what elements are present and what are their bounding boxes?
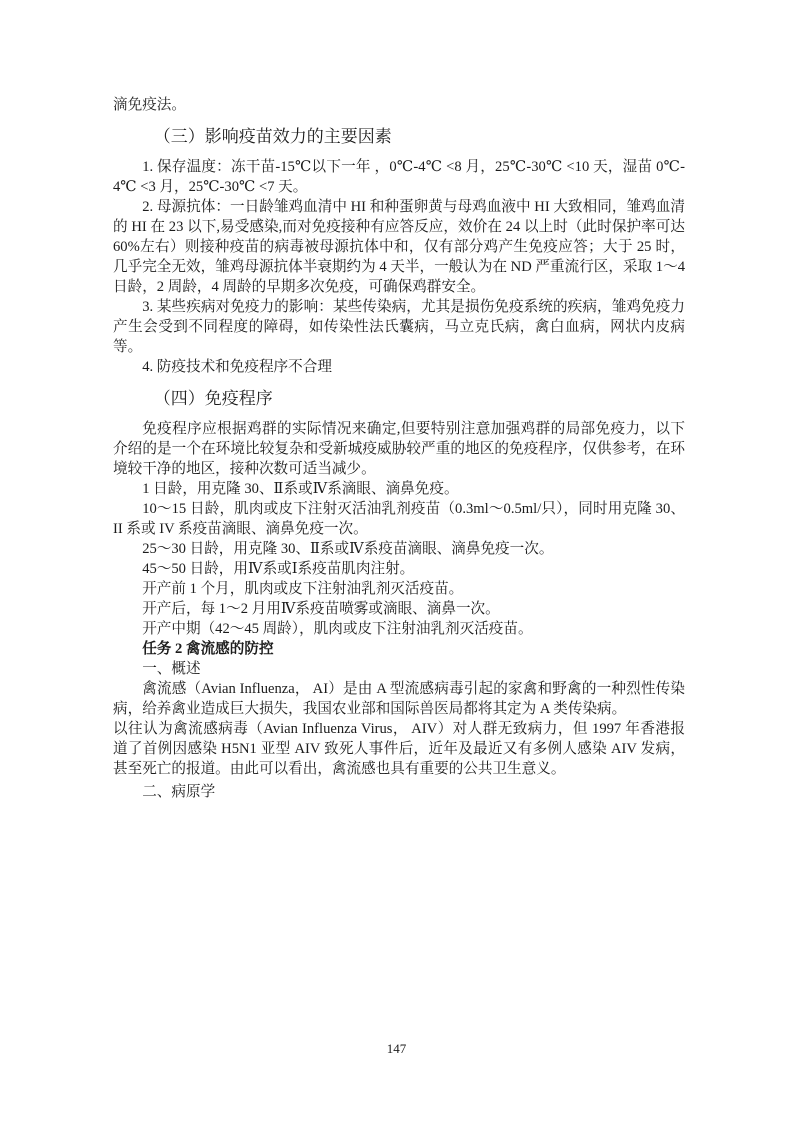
text-column	[113, 95, 685, 802]
schedule-line: 开产中期（42～45 周龄），肌肉或皮下注射油乳剂灭活疫苗。	[142, 621, 533, 637]
section-heading-immunization-program: （四）免疫程序	[153, 389, 273, 408]
section-heading-factors: （三）影响疫苗效力的主要因素	[153, 127, 392, 146]
schedule-line: 45～50 日龄，用Ⅳ系或Ⅰ系疫苗肌肉注射。	[142, 561, 415, 577]
schedule-line: 10～15 日龄，肌肉或皮下注射灭活油乳剂疫苗（0.3ml～0.5ml/只），同时用克隆 30、II 系或 IV 系疫苗滴眼、滴鼻免疫一次。	[113, 501, 685, 537]
paragraph-storage-temperature: 1. 保存温度：冻干苗-15℃以下一年 ，0℃-4℃ <8 月，25℃-30℃ <10 天，湿苗 0℃-4℃ <3 月，25℃-30℃ <7 天。	[113, 159, 685, 195]
paragraph-program-intro: 免疫程序应根据鸡群的实际情况来确定,但要特别注意加强鸡群的局部免疫力，以下介绍的是一个在环境比较复杂和受新城疫威胁较严重的地区的免疫程序，仅供参考，在环境较干净的地区，接种次数可适当减少。	[113, 421, 685, 477]
paragraph-continuation: 滴免疫法。	[113, 97, 186, 113]
paragraph-disease-effect: 3. 某些疾病对免疫力的影响：某些传染病，尤其是损伤免疫系统的疾病，雏鸡免疫力产生会受到不同程度的障碍，如传染性法氏囊病，马立克氏病，禽白血病，网状内皮病等。	[113, 299, 685, 355]
paragraph-maternal-antibody: 2. 母源抗体：一日龄雏鸡血清中 HI 和种蛋卵黄与母鸡血液中 HI 大致相同，雏鸡血清的 HI 在 23 以下,易受感染,而对免疫接种有应答反应，效价在 24 以上时（此时保护率可达 60%左右）则接种疫苗的病毒被母源抗体中和，仅有部分鸡产生免疫应答；大于 25 时，几乎完全无效，雏鸡母源抗体半衰期约为 4 天半，一般认为在 ND 严重流行区，采取 1～4 日龄，2 周龄，4 周龄的早期多次免疫，可确保鸡群安全。	[113, 199, 685, 295]
schedule-line: 1 日龄，用克隆 30、Ⅱ系或Ⅳ系滴眼、滴鼻免疫。	[142, 481, 459, 497]
heading-overview: 一、概述	[142, 661, 201, 677]
heading-pathogen: 二、病原学	[142, 784, 216, 800]
paragraph-technique: 4. 防疫技术和免疫程序不合理	[142, 359, 332, 375]
paragraph-avian-influenza-def: 禽流感（Avian Influenza， AI）是由 A 型流感病毒引起的家禽和野禽的一种烈性传染病，给养禽业造成巨大损失，我国农业部和国际兽医局都将其定为 A 类传染病。	[113, 681, 685, 717]
chapter-title: 任务 2 禽流感的防控	[142, 641, 274, 657]
page-number: 147	[386, 1041, 407, 1056]
schedule-line: 开产后，每 1～2 月用Ⅳ系疫苗喷雾或滴眼、滴鼻一次。	[142, 601, 500, 617]
schedule-line: 开产前 1 个月，肌肉或皮下注射油乳剂灭活疫苗。	[142, 581, 464, 597]
schedule-line: 25～30 日龄，用克隆 30、Ⅱ系或Ⅳ系疫苗滴眼、滴鼻免疫一次。	[142, 541, 554, 557]
paragraph-public-health: 以往认为禽流感病毒（Avian Influenza Virus， AIV）对人群无致病力，但 1997 年香港报道了首例因感染 H5N1 亚型 AIV 致死人事件后，近年及最近又有多例人感染 AIV 发病，甚至死亡的报道。由此可以看出，禽流感也具有重要的公共卫生意义。	[113, 721, 685, 777]
